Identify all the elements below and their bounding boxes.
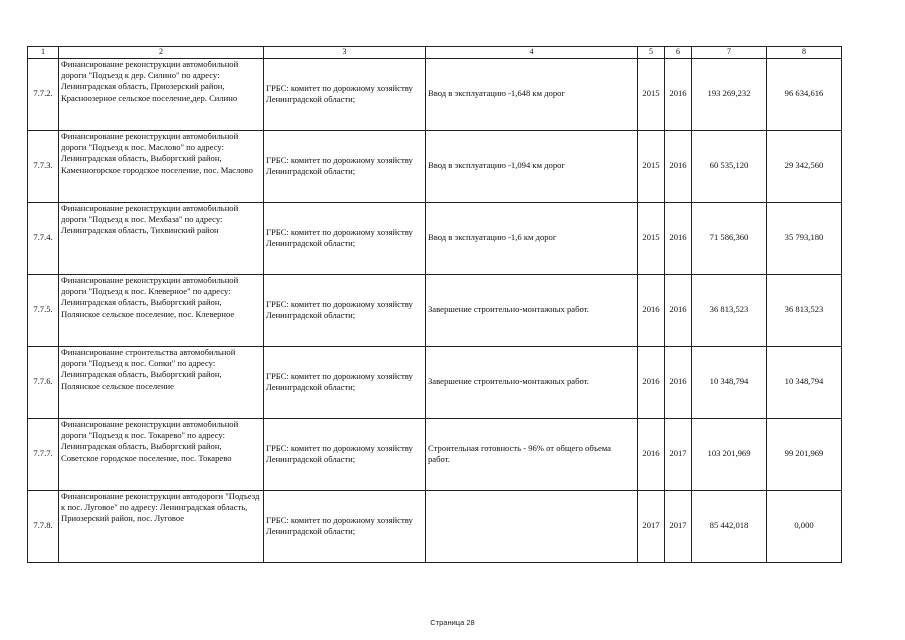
- item-grbs: ГРБС: комитет по дорожному хозяйству Ленинградской области;: [264, 202, 426, 274]
- item-start-year: 2016: [638, 346, 665, 418]
- header-col-7: 7: [692, 47, 767, 59]
- item-result: [426, 490, 638, 562]
- item-name: Финансирование реконструкции автомобильной дороги "Подъезд к пос. Токарево" по адресу: Ленинградская область, Выборгский район, Советское городское поселение, пос. Токарево: [59, 418, 264, 490]
- item-grbs: ГРБС: комитет по дорожному хозяйству Ленинградской области;: [264, 130, 426, 202]
- item-grbs: ГРБС: комитет по дорожному хозяйству Ленинградской области;: [264, 274, 426, 346]
- item-result: Строительная готовность - 96% от общего объема работ.: [426, 418, 638, 490]
- item-number: 7.7.3.: [28, 130, 59, 202]
- item-end-year: 2017: [665, 418, 692, 490]
- item-number: 7.7.5.: [28, 274, 59, 346]
- item-number: 7.7.6.: [28, 346, 59, 418]
- item-end-year: 2016: [665, 130, 692, 202]
- item-amount-col8: 99 201,969: [767, 418, 842, 490]
- item-name: Финансирование реконструкции автомобильной дороги "Подъезд к дер. Силино" по адресу: Ленинградская область, Приозерский район, Красноозерное сельское поселение,дер. Силино: [59, 58, 264, 130]
- item-end-year: 2016: [665, 346, 692, 418]
- item-name: Финансирование реконструкции автомобильной дороги "Подъезд к пос. Мехбаза" по адресу: Ленинградская область, Тихвинский район: [59, 202, 264, 274]
- item-start-year: 2017: [638, 490, 665, 562]
- header-col-8: 8: [767, 47, 842, 59]
- item-amount-col7: 193 269,232: [692, 58, 767, 130]
- item-end-year: 2017: [665, 490, 692, 562]
- item-amount-col7: 85 442,018: [692, 490, 767, 562]
- header-col-2: 2: [59, 47, 264, 59]
- item-number: 7.7.4.: [28, 202, 59, 274]
- table-row: [28, 490, 842, 562]
- item-start-year: 2015: [638, 130, 665, 202]
- item-start-year: 2015: [638, 58, 665, 130]
- item-amount-col7: 36 813,523: [692, 274, 767, 346]
- item-start-year: 2015: [638, 202, 665, 274]
- item-name: Финансирование строительства автомобильной дороги "Подъезд к пос. Сопки" по адресу: Ленинградская область, Выборгский район, Полянское сельское поселение: [59, 346, 264, 418]
- item-amount-col8: 10 348,794: [767, 346, 842, 418]
- table-row: [28, 130, 842, 202]
- item-end-year: 2016: [665, 202, 692, 274]
- item-result: Ввод в эксплуатацию -1,648 км дорог: [426, 58, 638, 130]
- item-result: Ввод в эксплуатацию -1,094 км дорог: [426, 130, 638, 202]
- table-row: [28, 346, 842, 418]
- item-result: Ввод в эксплуатацию -1,6 км дорог: [426, 202, 638, 274]
- item-name: Финансирование реконструкции автодороги "Подъезд к пос. Луговое" по адресу: Ленинградская область, Приозерский район, пос. Луговое: [59, 490, 264, 562]
- item-amount-col8: 0,000: [767, 490, 842, 562]
- item-end-year: 2016: [665, 58, 692, 130]
- item-grbs: ГРБС: комитет по дорожному хозяйству Ленинградской области;: [264, 58, 426, 130]
- item-amount-col8: 29 342,560: [767, 130, 842, 202]
- item-amount-col7: 10 348,794: [692, 346, 767, 418]
- header-row: [28, 47, 842, 59]
- item-number: 7.7.7.: [28, 418, 59, 490]
- item-amount-col8: 35 793,180: [767, 202, 842, 274]
- item-grbs: ГРБС: комитет по дорожному хозяйству Ленинградской области;: [264, 490, 426, 562]
- item-result: Завершение строительно-монтажных работ.: [426, 346, 638, 418]
- item-number: 7.7.8.: [28, 490, 59, 562]
- table-row: [28, 58, 842, 130]
- header-col-3: 3: [264, 47, 426, 59]
- header-col-4: 4: [426, 47, 638, 59]
- item-amount-col7: 60 535,120: [692, 130, 767, 202]
- item-number: 7.7.2.: [28, 58, 59, 130]
- table-row: [28, 418, 842, 490]
- item-result: Завершение строительно-монтажных работ.: [426, 274, 638, 346]
- item-end-year: 2016: [665, 274, 692, 346]
- item-grbs: ГРБС: комитет по дорожному хозяйству Ленинградской области;: [264, 418, 426, 490]
- page-number-footer: Страница 28: [430, 618, 475, 627]
- table-row: [28, 202, 842, 274]
- header-col-6: 6: [665, 47, 692, 59]
- item-amount-col7: 71 586,360: [692, 202, 767, 274]
- item-name: Финансирование реконструкции автомобильной дороги "Подъезд к пос. Клеверное" по адресу: Ленинградская область, Выборгский район, Полянское сельское поселение, пос. Клеверное: [59, 274, 264, 346]
- item-start-year: 2016: [638, 274, 665, 346]
- item-amount-col8: 96 634,616: [767, 58, 842, 130]
- item-grbs: ГРБС: комитет по дорожному хозяйству Ленинградской области;: [264, 346, 426, 418]
- item-amount-col7: 103 201,969: [692, 418, 767, 490]
- item-amount-col8: 36 813,523: [767, 274, 842, 346]
- item-name: Финансирование реконструкции автомобильной дороги "Подъезд к пос. Маслово" по адресу: Ленинградская область, Выборгский район, Каменногорское городское поселение, пос. Маслово: [59, 130, 264, 202]
- item-start-year: 2016: [638, 418, 665, 490]
- table-row: [28, 274, 842, 346]
- header-col-5: 5: [638, 47, 665, 59]
- program-table: [27, 46, 842, 563]
- header-col-1: 1: [28, 47, 59, 59]
